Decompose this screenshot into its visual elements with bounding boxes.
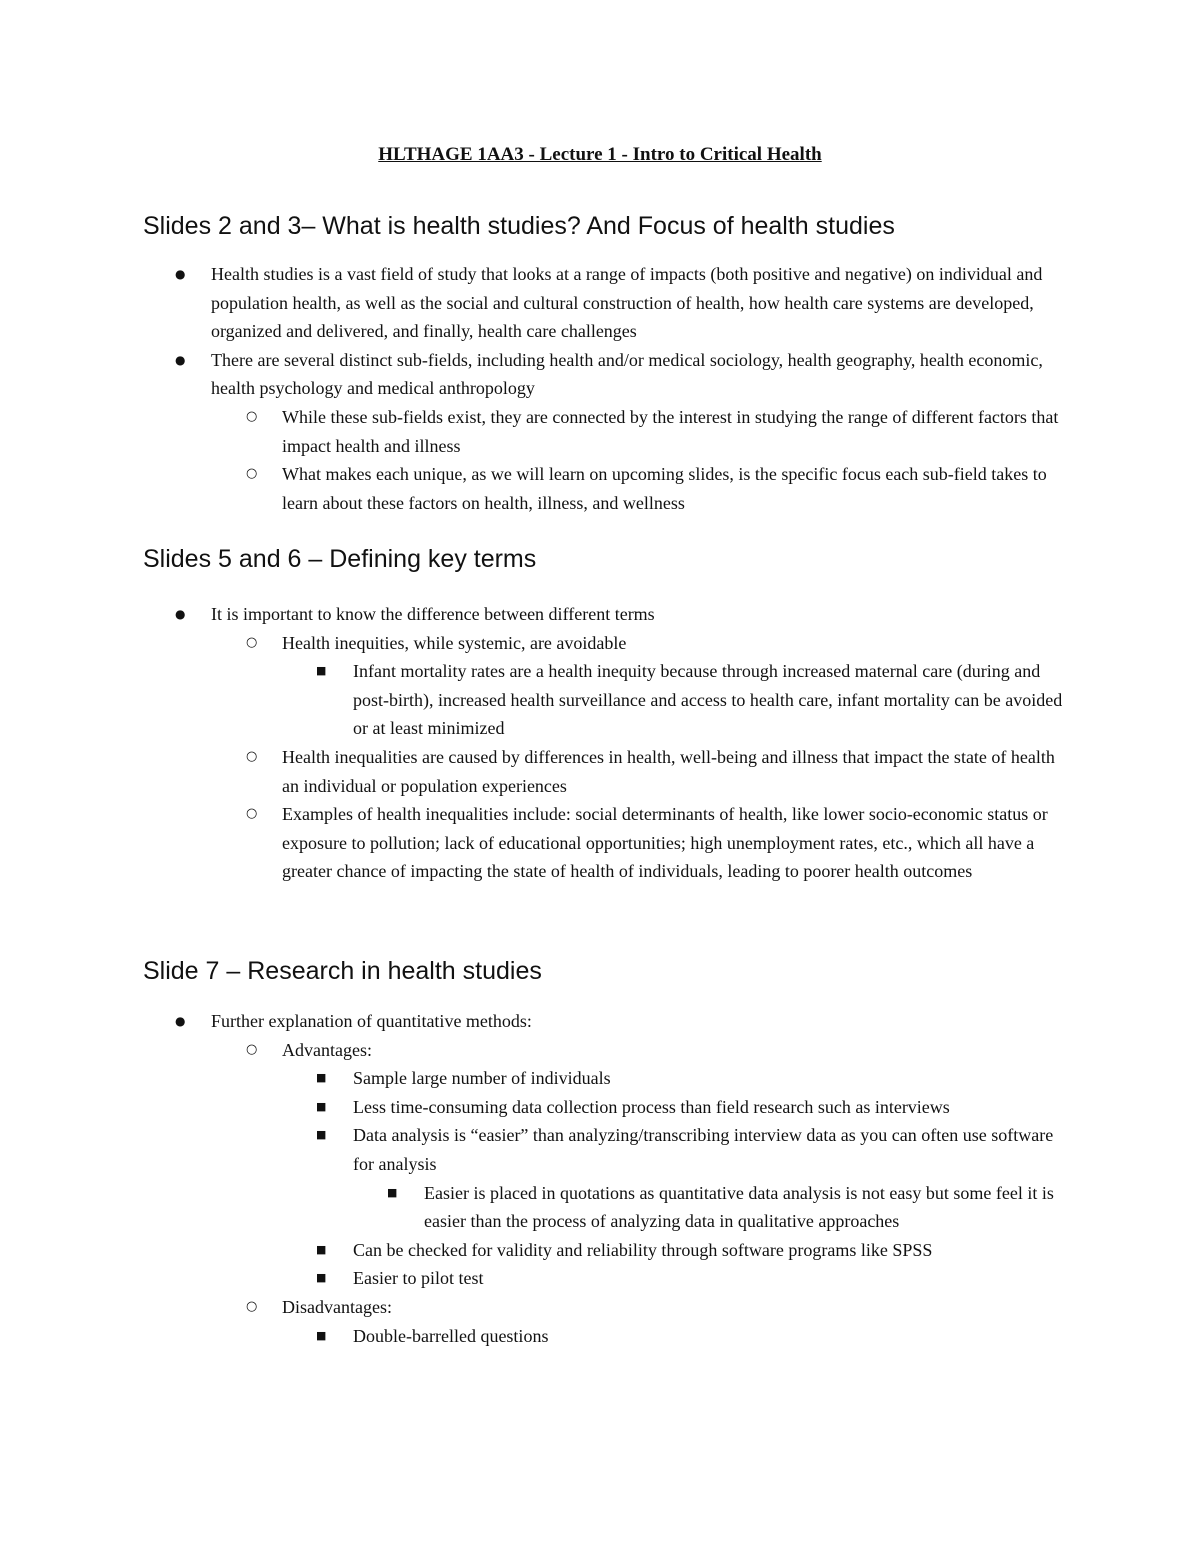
bullet-disc-icon: ● (175, 607, 186, 621)
bullet-circle-icon: ○ (246, 1041, 258, 1057)
section-1-list (0, 260, 1200, 517)
list-item: ■ Double-barrelled questions (0, 1322, 1200, 1351)
bullet-square-icon: ■ (387, 1185, 398, 1199)
section-2-list (0, 600, 1200, 886)
list-item: ■ Infant mortality rates are a health inequity because through increased maternal care (during and post-birth), increased health surveillance and access to health care, infant mortality can be avoided or at least minimized (0, 657, 1200, 743)
list-item: ■ Easier is placed in quotations as quantitative data analysis is not easy but some feel it is easier than the process of analyzing data in qualitative approaches (0, 1179, 1200, 1236)
bullet-circle-icon: ○ (246, 634, 258, 650)
list-item: ○ What makes each unique, as we will learn on upcoming slides, is the specific focus each sub-field takes to learn about these factors on health, illness, and wellness (0, 460, 1200, 517)
bullet-square-icon: ■ (316, 1128, 327, 1142)
bullet-square-icon: ■ (316, 1328, 327, 1342)
list-item: ○ Advantages: (0, 1036, 1200, 1065)
bullet-circle-icon: ○ (246, 748, 258, 764)
list-item: ○ Health inequities, while systemic, are avoidable (0, 629, 1200, 658)
document-title: HLTHAGE 1AA3 - Lecture 1 - Intro to Critical Health (378, 144, 822, 165)
bullet-disc-icon: ● (175, 267, 186, 281)
bullet-circle-icon: ○ (246, 408, 258, 424)
list-item: ○ Examples of health inequalities include: social determinants of health, like lower socio-economic status or exposure to pollution; lack of educational opportunities; high unemployment rates, etc., which all have a greater chance of impacting the state of health of individuals, leading to poorer health outcomes (0, 800, 1200, 886)
bullet-circle-icon: ○ (246, 1298, 258, 1314)
list-item: ■ Can be checked for validity and reliability through software programs like SPSS (0, 1236, 1200, 1265)
bullet-square-icon: ■ (316, 1071, 327, 1085)
bullet-square-icon: ■ (316, 1099, 327, 1113)
section-heading-research-in-health-studies: Slide 7 – Research in health studies (143, 957, 542, 985)
list-item: ● Further explanation of quantitative methods: (0, 1007, 1200, 1036)
bullet-square-icon: ■ (316, 1242, 327, 1256)
section-3-list (0, 1007, 1200, 1350)
section-heading-defining-key-terms: Slides 5 and 6 – Defining key terms (143, 545, 537, 573)
bullet-square-icon: ■ (316, 664, 327, 678)
list-item: ● It is important to know the difference between different terms (0, 600, 1200, 629)
list-item: ○ Disadvantages: (0, 1293, 1200, 1322)
list-item: ● There are several distinct sub-fields, including health and/or medical sociology, health geography, health economic, health psychology and medical anthropology (0, 346, 1200, 403)
bullet-disc-icon: ● (175, 352, 186, 367)
list-item: ■ Sample large number of individuals (0, 1064, 1200, 1093)
list-item: ○ While these sub-fields exist, they are connected by the interest in studying the range of different factors that impact health and illness (0, 403, 1200, 460)
bullet-circle-icon: ○ (246, 466, 258, 482)
bullet-square-icon: ■ (316, 1271, 327, 1285)
list-item: ■ Easier to pilot test (0, 1264, 1200, 1293)
section-heading-what-is-health-studies: Slides 2 and 3– What is health studies? And Focus of health studies (143, 212, 895, 240)
list-item: ● Health studies is a vast field of study that looks at a range of impacts (both positive and negative) on individual and population health, as well as the social and cultural construction of health, how health care systems are developed, organized and delivered, and finally, health care challenges (0, 260, 1200, 346)
list-item: ■ Less time-consuming data collection process than field research such as interviews (0, 1093, 1200, 1122)
list-item: ○ Health inequalities are caused by differences in health, well-being and illness that impact the state of health an individual or population experiences (0, 743, 1200, 800)
bullet-circle-icon: ○ (246, 806, 258, 822)
bullet-disc-icon: ● (175, 1014, 186, 1028)
list-item: ■ Data analysis is “easier” than analyzing/transcribing interview data as you can often use software for analysis (0, 1121, 1200, 1178)
